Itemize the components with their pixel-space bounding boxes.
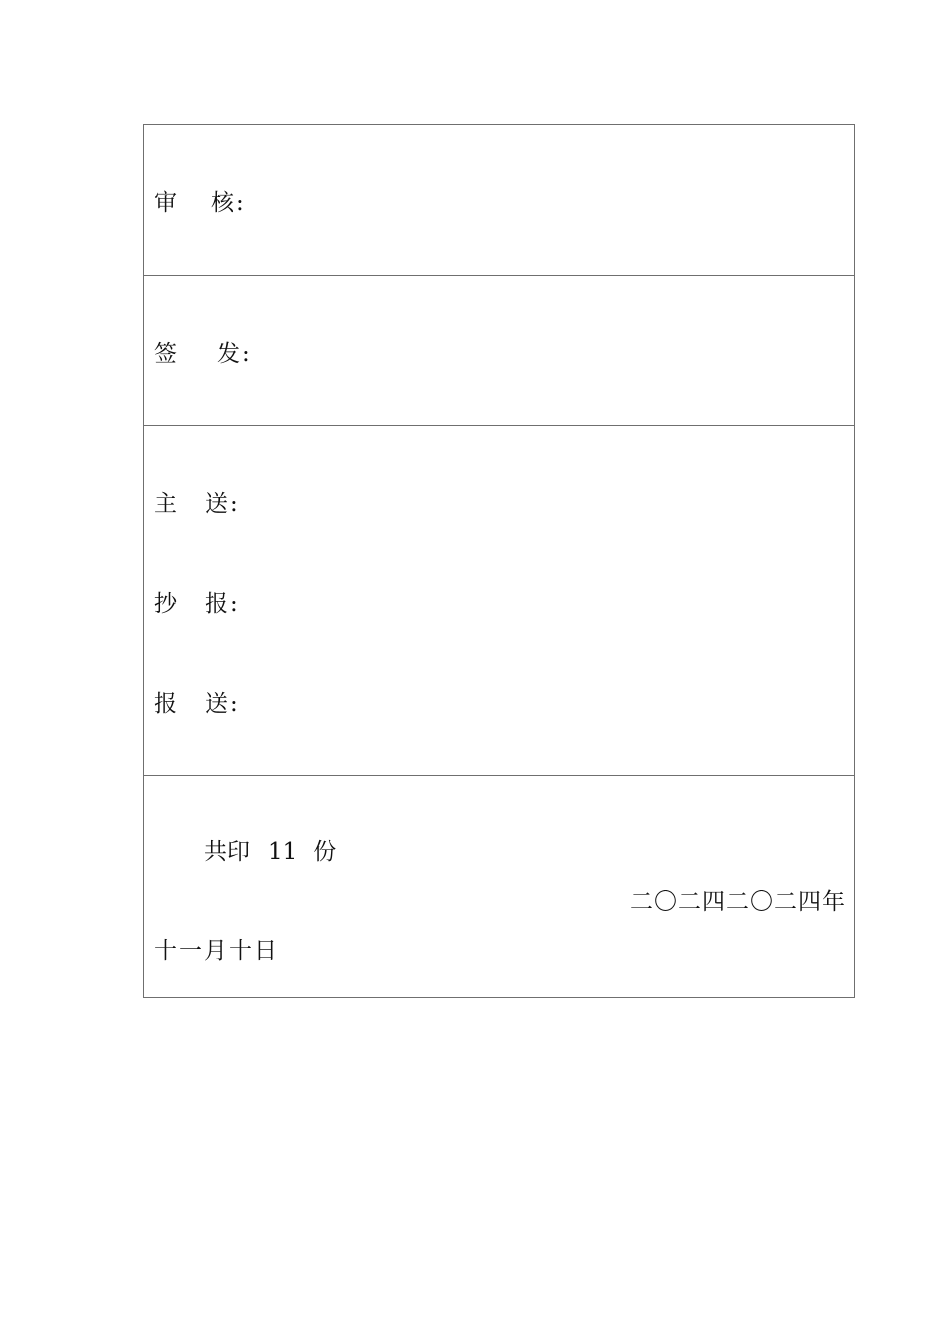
sign-label-char-2: 发 <box>217 341 240 367</box>
print-date-line-2: 十一月十日 <box>154 938 279 964</box>
print-copies-suffix: 份 <box>313 839 337 865</box>
print-date-line-1: 二〇二四二〇二四年 <box>630 889 846 915</box>
cc-recipient-colon: : <box>230 591 238 617</box>
main-recipient-label-char-2: 送 <box>205 491 228 517</box>
report-recipient-colon: : <box>230 691 238 717</box>
sign-field <box>154 340 250 368</box>
report-recipient-label-char-1: 报 <box>154 691 177 717</box>
print-row <box>144 775 854 999</box>
distribution-row <box>144 425 854 775</box>
sign-label-char-1: 签 <box>154 341 177 367</box>
cc-recipient-field <box>154 590 238 618</box>
review-field <box>154 189 244 217</box>
print-copies-count: 11 <box>268 839 298 865</box>
sign-row <box>144 275 854 425</box>
cc-recipient-label-char-2: 报 <box>205 591 228 617</box>
review-colon: : <box>236 190 244 216</box>
print-copies-prefix: 共印 <box>204 839 250 865</box>
report-recipient-field <box>154 690 238 718</box>
review-row <box>144 125 854 275</box>
cc-recipient-label-char-1: 抄 <box>154 591 177 617</box>
approval-form <box>143 124 855 998</box>
print-copies <box>204 838 336 866</box>
review-label-char-2: 核 <box>211 190 234 216</box>
main-recipient-field <box>154 490 238 518</box>
review-label-char-1: 审 <box>154 190 177 216</box>
main-recipient-colon: : <box>230 491 238 517</box>
report-recipient-label-char-2: 送 <box>205 691 228 717</box>
sign-colon: : <box>242 341 250 367</box>
main-recipient-label-char-1: 主 <box>154 491 177 517</box>
